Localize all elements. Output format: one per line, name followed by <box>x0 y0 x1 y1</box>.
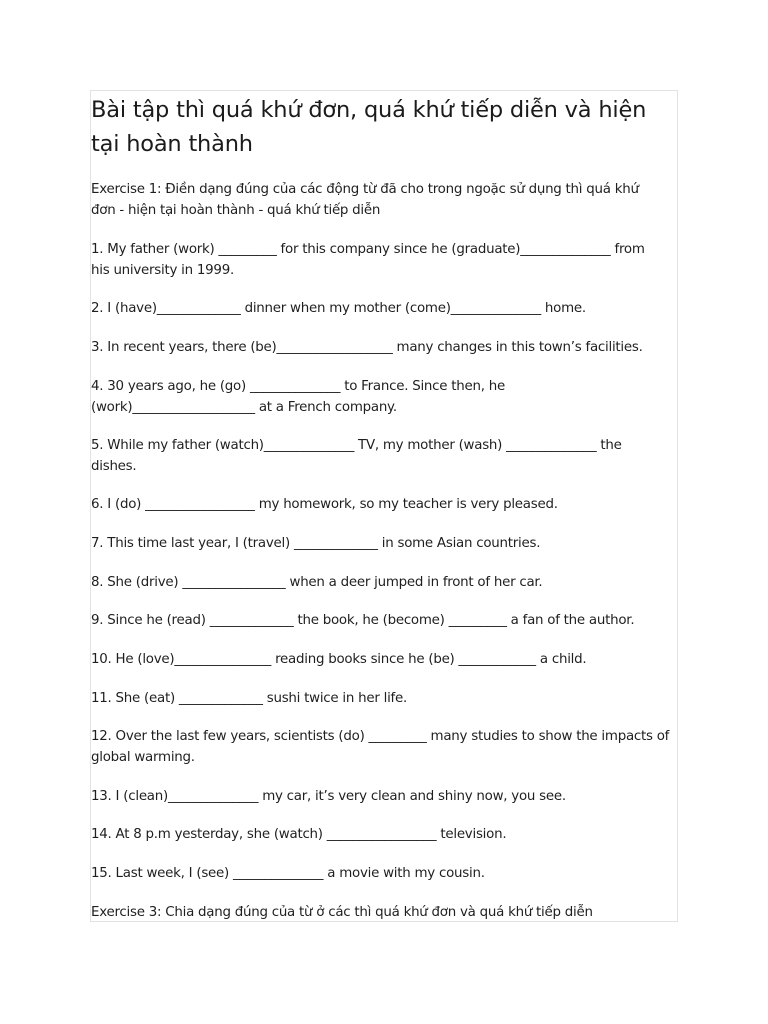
exercise-item-10: 10. He (love)_______________ reading books since he (be) ____________ a child. <box>91 652 587 667</box>
exercise-item-15: 15. Last week, I (see) ______________ a movie with my cousin. <box>91 866 485 881</box>
exercise-item-7: 7. This time last year, I (travel) _____________ in some Asian countries. <box>91 536 541 551</box>
exercise-item-3: 3. In recent years, there (be)__________________ many changes in this town’s facilities. <box>91 340 643 355</box>
exercise-item-5-line1: 5. While my father (watch)______________ TV, my mother (wash) ______________ the <box>91 438 622 453</box>
document-title: Bài tập thì quá khứ đơn, quá khứ tiếp diễn và hiện tại hoàn thành <box>91 97 647 157</box>
exercise-item-1-line1: 1. My father (work) _________ for this company since he (graduate)______________ from <box>91 242 645 257</box>
exercise-item-4-line1: 4. 30 years ago, he (go) ______________ to France. Since then, he <box>91 379 505 394</box>
exercise-item-12-line1: 12. Over the last few years, scientists (do) _________ many studies to show the impacts of <box>91 729 670 744</box>
exercise-item-6: 6. I (do) _________________ my homework, so my teacher is very pleased. <box>91 497 558 512</box>
exercise-item-4-line2: (work)___________________ at a French company. <box>91 400 397 415</box>
exercise3-heading: Exercise 3: Chia dạng đúng của từ ở các thì quá khứ đơn và quá khứ tiếp diễn <box>91 905 593 920</box>
exercise-item-11: 11. She (eat) _____________ sushi twice in her life. <box>91 691 408 706</box>
exercise-item-2: 2. I (have)_____________ dinner when my mother (come)______________ home. <box>91 301 586 316</box>
exercise-item-13: 13. I (clean)______________ my car, it’s very clean and shiny now, you see. <box>91 789 566 804</box>
exercise1-heading-line1: Exercise 1: Điền dạng đúng của các động từ đã cho trong ngoặc sử dụng thì quá khứ <box>91 182 639 197</box>
exercise-item-12-line2: global warming. <box>91 750 195 765</box>
exercise-item-5-line2: dishes. <box>91 459 137 474</box>
exercise-item-14: 14. At 8 p.m yesterday, she (watch) _________________ television. <box>91 827 507 842</box>
exercise-item-1-line2: his university in 1999. <box>91 263 234 278</box>
document-page <box>90 90 678 922</box>
exercise1-heading-line2: đơn - hiện tại hoàn thành - quá khứ tiếp diễn <box>91 203 381 218</box>
exercise-item-8: 8. She (drive) ________________ when a deer jumped in front of her car. <box>91 575 543 590</box>
exercise-item-9: 9. Since he (read) _____________ the book, he (become) _________ a fan of the author. <box>91 613 635 628</box>
